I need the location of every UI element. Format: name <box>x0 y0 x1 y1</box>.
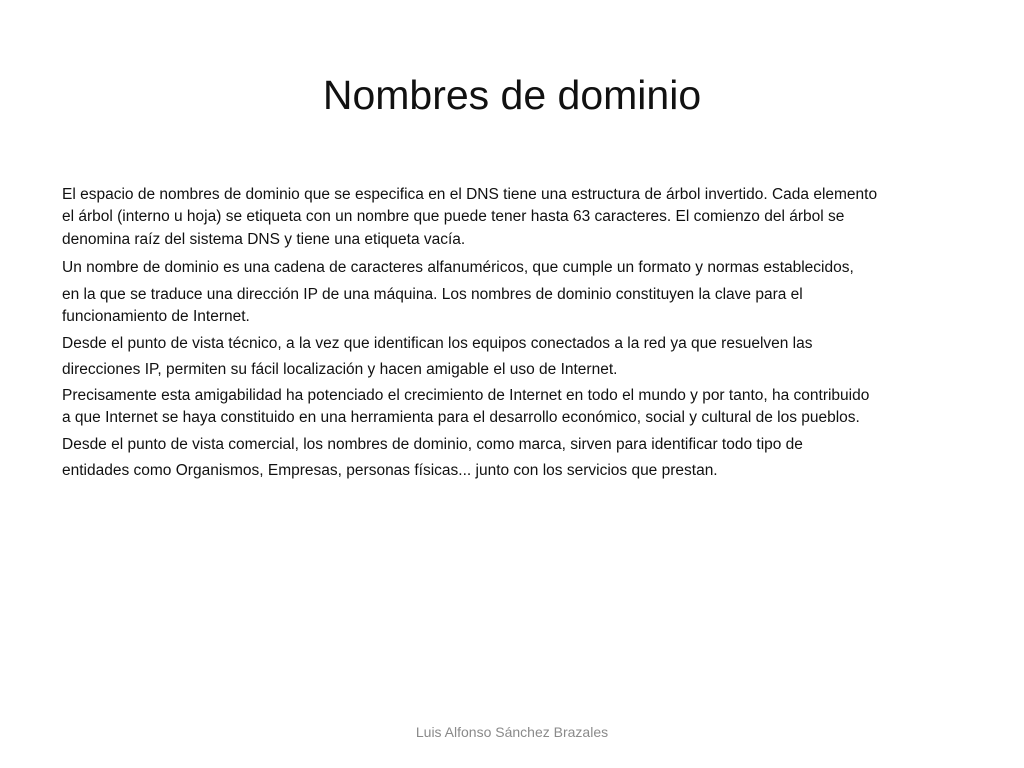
body-line: denomina raíz del sistema DNS y tiene una etiqueta vacía. <box>62 231 466 248</box>
body-line: entidades como Organismos, Empresas, personas físicas... junto con los servicios que prestan. <box>62 462 718 479</box>
body-line: direcciones IP, permiten su fácil localización y hacen amigable el uso de Internet. <box>62 361 618 378</box>
body-line: Desde el punto de vista comercial, los nombres de dominio, como marca, sirven para identificar todo tipo de <box>62 436 803 453</box>
body-line: Un nombre de dominio es una cadena de caracteres alfanuméricos, que cumple un formato y normas establecidos, <box>62 259 854 276</box>
slide-body <box>62 184 972 494</box>
body-line: a que Internet se haya constituido en una herramienta para el desarrollo económico, social y cultural de los pueblos. <box>62 409 860 426</box>
body-line: Precisamente esta amigabilidad ha potenciado el crecimiento de Internet en todo el mundo y por tanto, ha contribuido <box>62 387 870 404</box>
body-line: el árbol (interno u hoja) se etiqueta con un nombre que puede tener hasta 63 caracteres. El comienzo del árbol se <box>62 208 845 225</box>
body-line: funcionamiento de Internet. <box>62 308 250 325</box>
slide-title: Nombres de dominio <box>322 72 702 118</box>
body-line: El espacio de nombres de dominio que se especifica en el DNS tiene una estructura de árbol invertido. Cada elemento <box>62 186 878 203</box>
body-line: Desde el punto de vista técnico, a la vez que identifican los equipos conectados a la red ya que resuelven las <box>62 335 813 352</box>
body-line: en la que se traduce una dirección IP de una máquina. Los nombres de dominio constituyen la clave para el <box>62 286 803 303</box>
slide-footer: Luis Alfonso Sánchez Brazales <box>415 724 609 740</box>
